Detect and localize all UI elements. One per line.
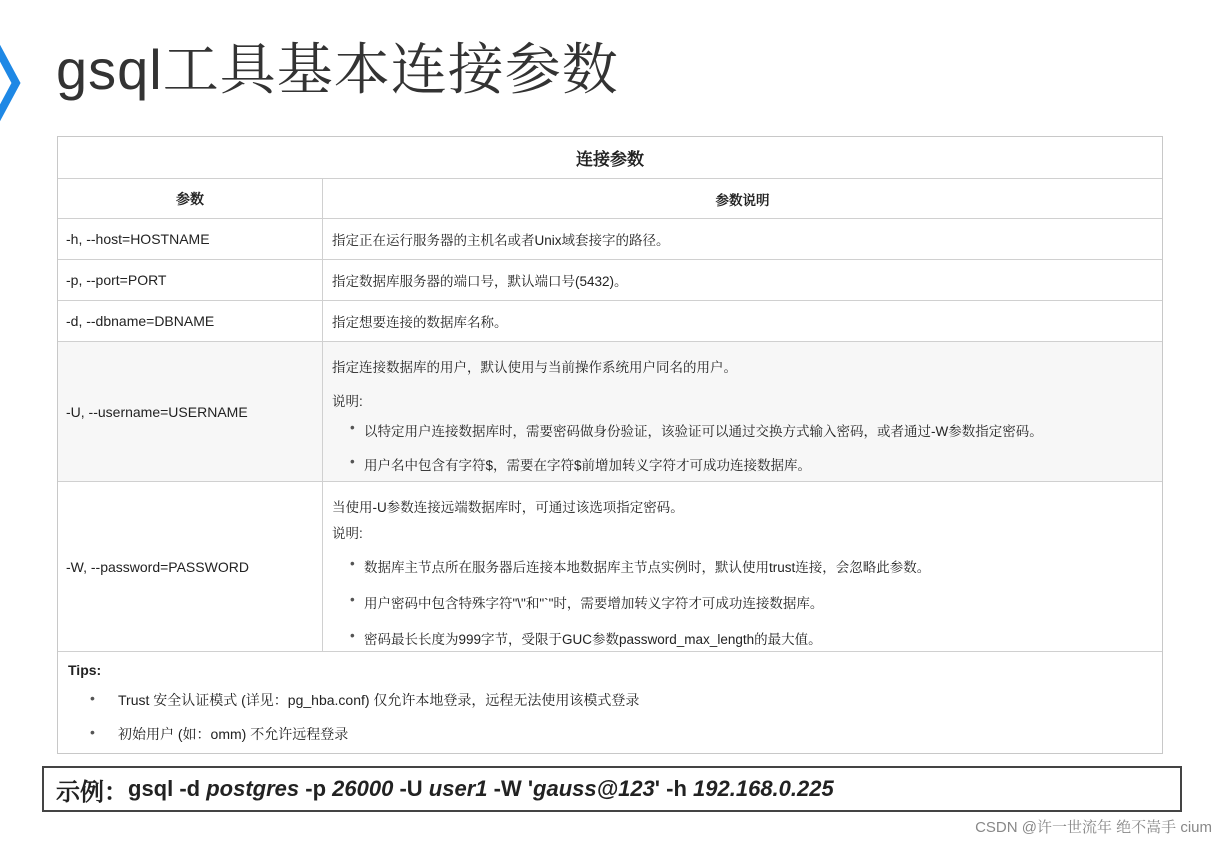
param-cell: -U, --username=USERNAME (58, 342, 323, 481)
desc-cell: 指定想要连接的数据库名称。 (332, 315, 508, 330)
note-bullet: • 以特定用户连接数据库时，需要密码做身份验证，该验证可以通过交换方式输入密码，或者通过-W参数指定密码。 (350, 420, 1153, 440)
cmd-part: user1 (428, 776, 488, 801)
table-header (58, 179, 1162, 219)
cmd-part: 192.168.0.225 (693, 776, 834, 801)
tip-item: • Trust 安全认证模式 (详见：pg_hba.conf) 仅允许本地登录，远程无法使用该模式登录 (90, 690, 1152, 710)
cmd-part: gauss@123 (533, 776, 655, 801)
param-cell: -p, --port=PORT (58, 260, 323, 300)
note-bullet: • 用户密码中包含特殊字符"\"和"`"时，需要增加转义字符才可成功连接数据库。 (350, 592, 1153, 612)
table-row (58, 260, 1162, 301)
table-row (58, 301, 1162, 342)
example-command (128, 776, 834, 802)
desc-text: 当使用-U参数连接远端数据库时，可通过该选项指定密码。 (332, 500, 684, 515)
param-cell: -d, --dbname=DBNAME (58, 301, 323, 341)
table-row (58, 482, 1162, 652)
desc-cell: 指定正在运行服务器的主机名或者Unix域套接字的路径。 (332, 233, 670, 248)
cmd-part: ' -h (654, 776, 694, 801)
note-bullet: • 密码最长长度为999字节，受限于GUC参数password_max_length的最大值。 (350, 628, 1153, 648)
note-bullet: • 用户名中包含有字符$，需要在字符$前增加转义字符才可成功连接数据库。 (350, 454, 1153, 474)
cmd-part: postgres (206, 776, 300, 801)
cmd-part: -W ' (487, 776, 534, 801)
note-label: 说明: (332, 526, 363, 541)
cmd-part: -U (393, 776, 429, 801)
parameters-table (57, 136, 1163, 754)
watermark: CSDN @许一世流年 绝不嵩手 cium (975, 819, 1212, 836)
param-cell: -W, --password=PASSWORD (58, 482, 323, 651)
chevron-icon (0, 38, 26, 128)
note-bullet: • 数据库主节点所在服务器后连接本地数据库主节点实例时，默认使用trust连接，会忽略此参数。 (350, 556, 1153, 576)
note-label: 说明: (332, 394, 363, 409)
table-row (58, 219, 1162, 260)
header-param: 参数 (58, 179, 323, 218)
cmd-part: 26000 (332, 776, 394, 801)
param-cell: -h, --host=HOSTNAME (58, 219, 323, 259)
tip-item: • 初始用户 (如：omm) 不允许远程登录 (90, 724, 1152, 744)
table-row (58, 342, 1162, 482)
page-title: gsql工具基本连接参数 (56, 38, 619, 101)
desc-text: 指定连接数据库的用户，默认使用与当前操作系统用户同名的用户。 (332, 360, 737, 375)
cmd-part: gsql -d (128, 776, 207, 801)
example-label: 示例： (56, 778, 128, 806)
tips-section (58, 652, 1162, 753)
desc-cell (323, 342, 1162, 481)
table-caption: 连接参数 (58, 137, 1162, 179)
tips-label: Tips: (68, 662, 102, 678)
header-desc: 参数说明 (715, 192, 770, 208)
example-box (42, 766, 1182, 812)
desc-cell (323, 482, 1162, 651)
cmd-part: -p (299, 776, 333, 801)
desc-cell: 指定数据库服务器的端口号，默认端口号(5432)。 (332, 274, 628, 289)
